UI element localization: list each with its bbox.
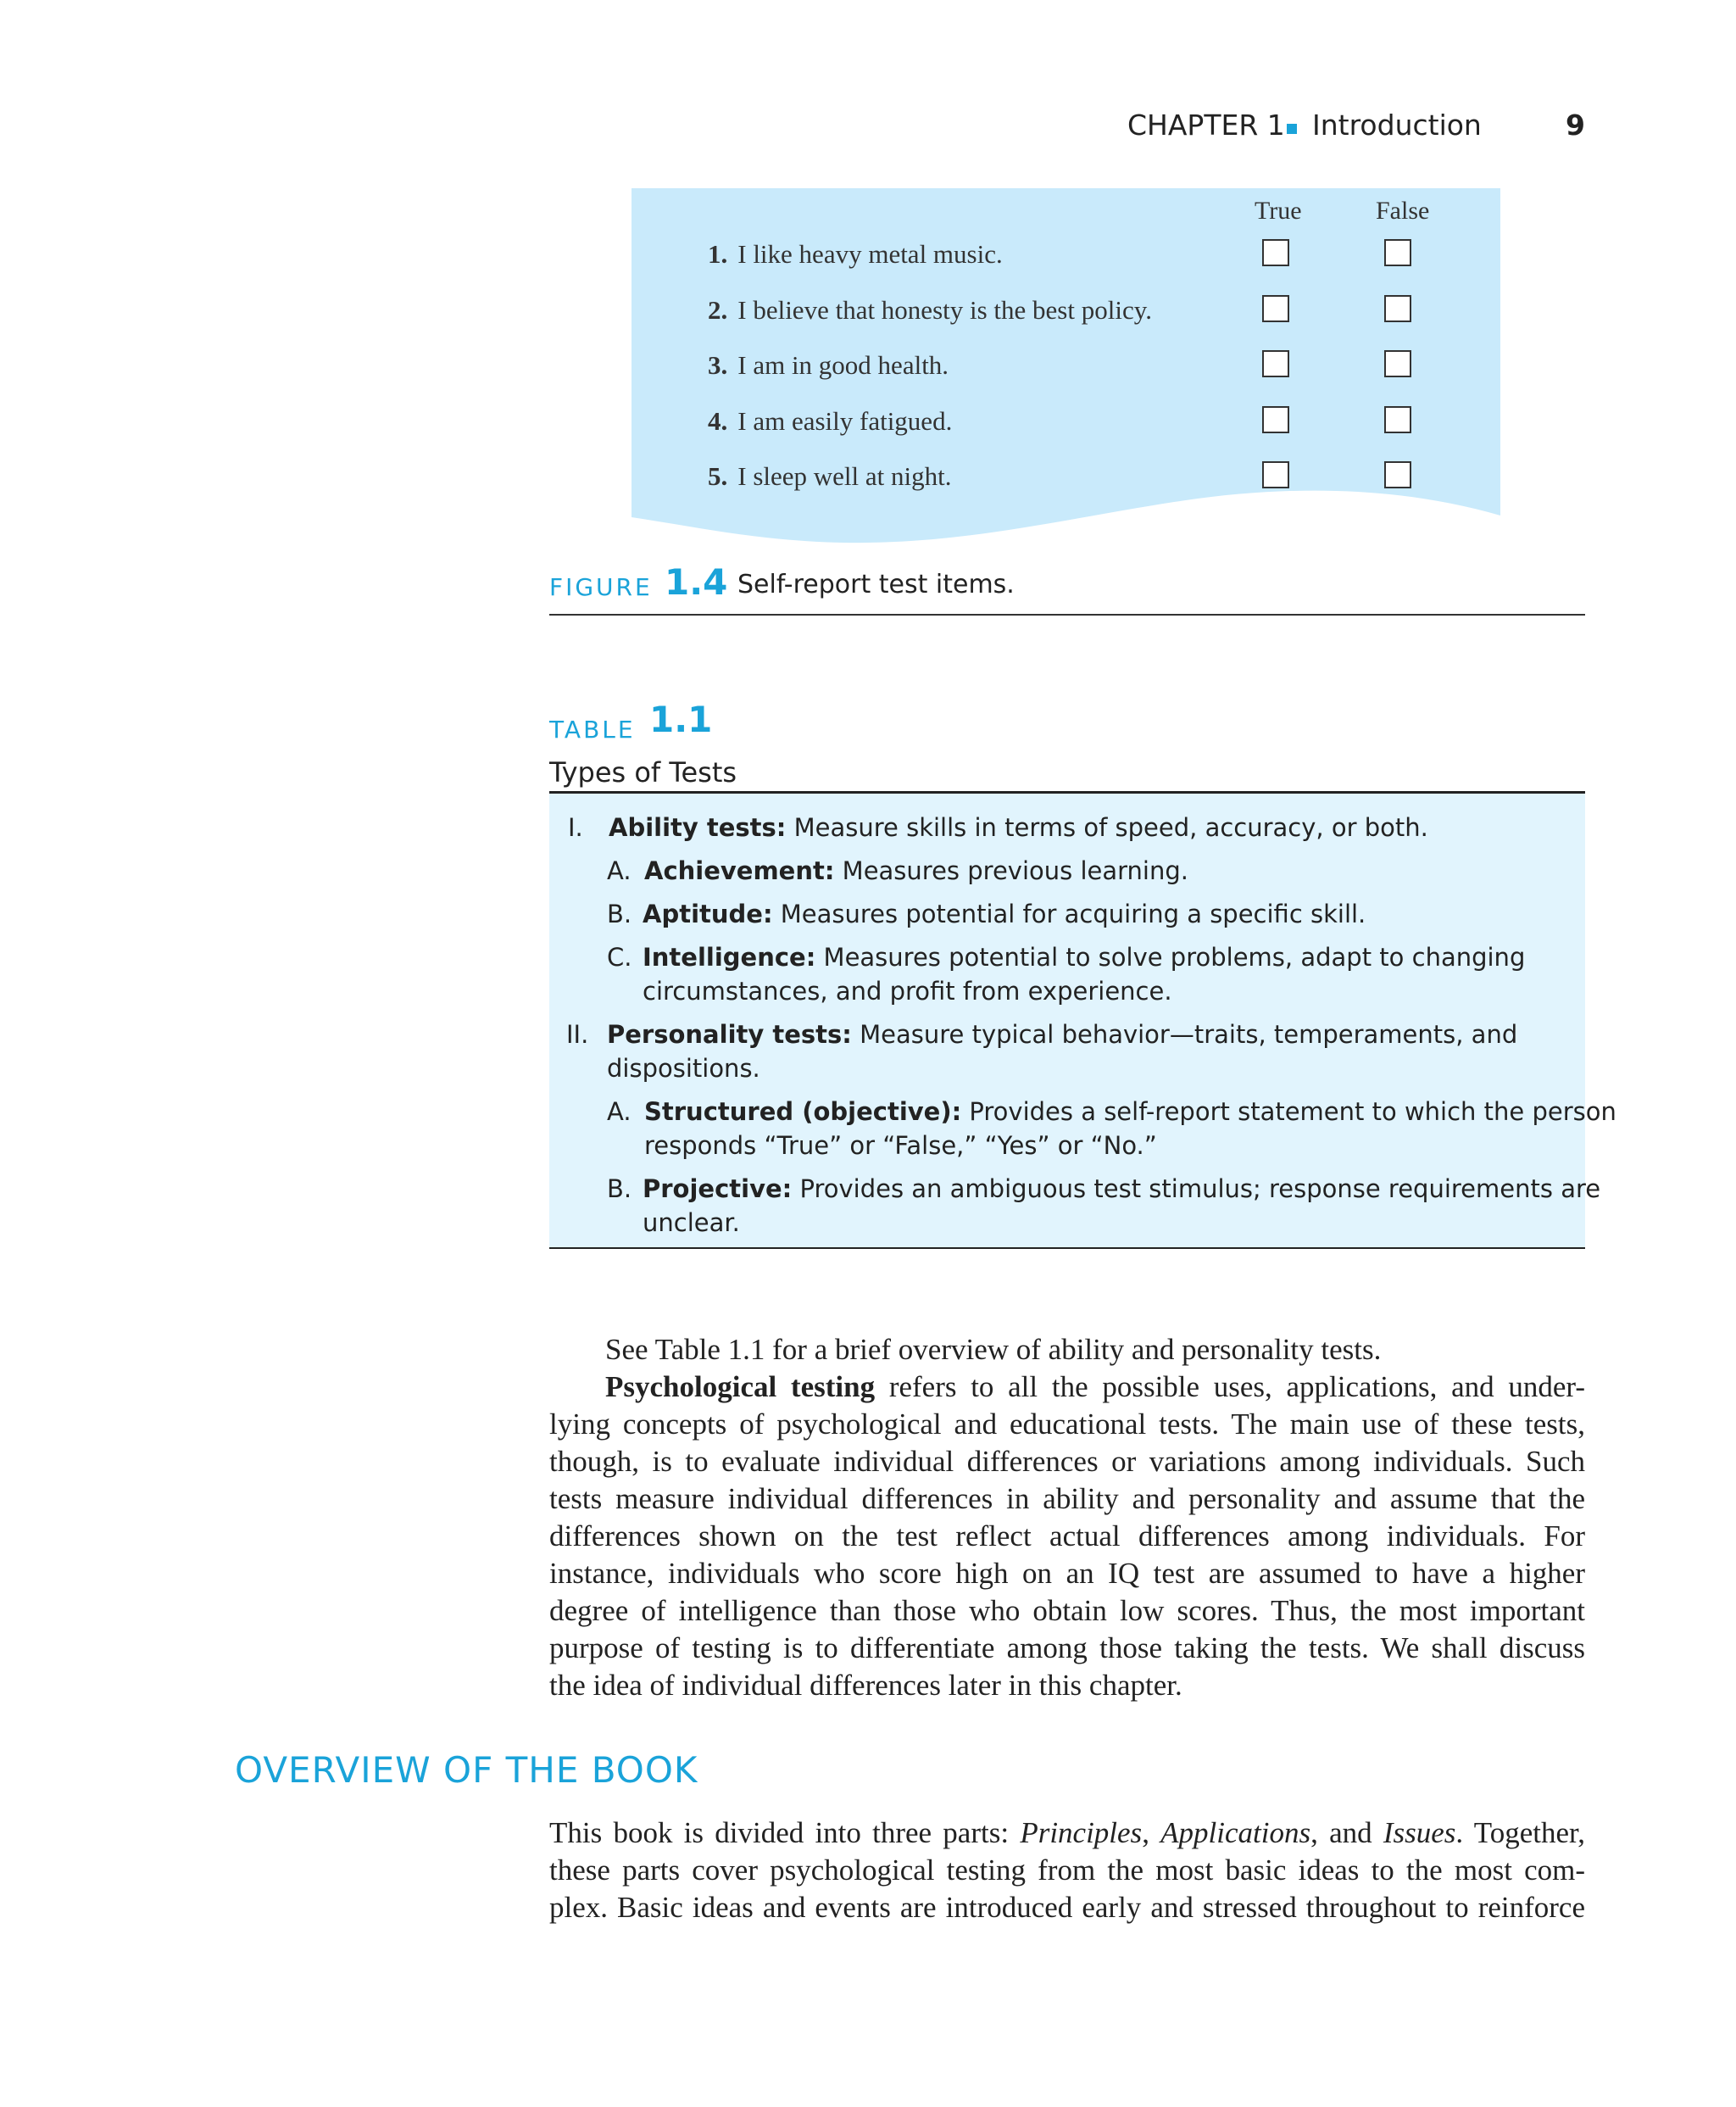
paragraph-line: differences shown on the test reflect actual differences among individuals. For — [549, 1519, 1585, 1552]
item-number: 5. — [708, 461, 728, 491]
row-term: Structured (objective): — [644, 1097, 962, 1126]
paragraph-line: these parts cover psychological testing from the most basic ideas to the most com- — [549, 1853, 1585, 1887]
item-text: I am easily fatigued. — [737, 406, 953, 436]
row-text: Measure skills in terms of speed, accuracy, or both. — [793, 813, 1428, 842]
row-marker: A. — [607, 856, 632, 885]
row-term: Personality tests: — [607, 1020, 852, 1049]
row-text: Provides an ambiguous test stimulus; response requirements are — [799, 1174, 1601, 1203]
column-header-false: False — [1376, 197, 1430, 225]
item-text: I like heavy metal music. — [737, 239, 1003, 269]
checkbox-true[interactable] — [1262, 239, 1289, 266]
figure-caption-number: 1.4 — [665, 561, 728, 603]
figure-item-row — [708, 461, 1454, 504]
row-term: Ability tests: — [609, 813, 787, 842]
checkbox-true[interactable] — [1262, 350, 1289, 377]
row-marker: II. — [566, 1020, 589, 1049]
row-text: dispositions. — [607, 1054, 760, 1083]
square-bullet-icon — [1287, 124, 1297, 134]
paragraph-line: See Table 1.1 for a brief overview of ability and personality tests. — [605, 1333, 1382, 1366]
page-number: 9 — [1566, 109, 1585, 142]
paragraph-text: , and — [1310, 1816, 1372, 1849]
paragraph-line: though, is to evaluate individual differences or variations among individuals. Such — [549, 1445, 1585, 1478]
paragraph-line: lying concepts of psychological and educational tests. The main use of these tests, — [549, 1407, 1585, 1441]
checkbox-true[interactable] — [1262, 406, 1289, 433]
table-number: 1.1 — [649, 699, 713, 740]
row-text: Measure typical behavior—traits, temperaments, and — [860, 1020, 1518, 1049]
table-title: Types of Tests — [549, 756, 737, 789]
checkbox-false[interactable] — [1384, 406, 1411, 433]
paragraph-line: plex. Basic ideas and events are introduced early and stressed throughout to reinforce — [549, 1891, 1585, 1924]
row-term: Intelligence: — [643, 943, 816, 972]
row-marker: C. — [607, 943, 632, 972]
checkbox-false[interactable] — [1384, 295, 1411, 322]
row-marker: A. — [607, 1097, 632, 1126]
item-text: I am in good health. — [737, 350, 949, 380]
paragraph-line: degree of intelligence than those who obtain low scores. Thus, the most important — [549, 1594, 1585, 1627]
paragraph-line: the idea of individual differences later in this chapter. — [549, 1669, 1182, 1702]
paragraph-text: This book is divided into three parts: — [549, 1816, 1010, 1849]
paragraph-line: tests measure individual differences in ability and personality and assume that the — [549, 1482, 1585, 1515]
italic-term: Applications — [1160, 1816, 1311, 1849]
paragraph-text: . Together, — [1455, 1816, 1585, 1849]
figure-self-report-items — [632, 188, 1500, 544]
paragraph-line: purpose of testing is to differentiate among those taking the tests. We shall discuss — [549, 1631, 1585, 1664]
item-number: 4. — [708, 406, 728, 436]
row-term: Aptitude: — [643, 900, 773, 928]
checkbox-true[interactable] — [1262, 295, 1289, 322]
row-term: Projective: — [643, 1174, 793, 1203]
body-paragraph — [549, 1368, 1585, 1704]
row-marker: B. — [607, 1174, 632, 1203]
checkbox-false[interactable] — [1384, 461, 1411, 488]
chapter-title: Introduction — [1312, 109, 1482, 142]
figure-item-row — [708, 350, 1454, 393]
row-term: Achievement: — [644, 856, 835, 885]
row-text: Measures previous learning. — [842, 856, 1188, 885]
figure-caption-text: Self-report test items. — [737, 570, 1015, 599]
body-paragraph — [549, 1814, 1585, 1926]
checkbox-false[interactable] — [1384, 239, 1411, 266]
table-label: TABLE — [549, 716, 636, 744]
item-text: I believe that honesty is the best policy. — [737, 295, 1152, 325]
row-text: Measures potential to solve problems, adapt to changing — [823, 943, 1526, 972]
figure-item-row — [708, 239, 1454, 281]
figure-item-row — [708, 295, 1454, 337]
paragraph-text: refers to all the possible uses, applications, and under- — [888, 1370, 1586, 1403]
checkbox-true[interactable] — [1262, 461, 1289, 488]
paragraph-text: , — [1142, 1816, 1149, 1849]
item-number: 1. — [708, 239, 728, 269]
row-text: Provides a self-report statement to which the person — [969, 1097, 1616, 1126]
figure-item-row — [708, 406, 1454, 449]
checkbox-false[interactable] — [1384, 350, 1411, 377]
row-text: Measures potential for acquiring a specific skill. — [780, 900, 1366, 928]
key-term: Psychological testing — [605, 1370, 876, 1403]
types-of-tests-table — [549, 791, 1616, 1249]
item-number: 3. — [708, 350, 728, 380]
row-text: responds “True” or “False,” “Yes” or “No.” — [644, 1131, 1157, 1160]
section-heading: OVERVIEW OF THE BOOK — [235, 1749, 698, 1791]
paragraph-line — [549, 1368, 1585, 1406]
figure-caption — [549, 560, 1585, 616]
item-number: 2. — [708, 295, 728, 325]
column-header-true: True — [1255, 197, 1302, 225]
running-header — [1127, 109, 1585, 151]
row-marker: I. — [568, 813, 583, 842]
item-text: I sleep well at night. — [737, 461, 952, 491]
row-marker: B. — [607, 900, 632, 928]
row-text: circumstances, and profit from experience. — [643, 977, 1172, 1006]
chapter-label: CHAPTER 1 — [1127, 109, 1285, 142]
italic-term: Issues — [1383, 1816, 1456, 1849]
paragraph-line: instance, individuals who score high on an IQ test are assumed to have a higher — [549, 1557, 1585, 1590]
row-text: unclear. — [643, 1208, 740, 1237]
italic-term: Principles — [1020, 1816, 1143, 1849]
figure-caption-label: FIGURE — [549, 573, 653, 601]
paragraph-line — [549, 1814, 1585, 1852]
body-paragraph — [549, 1331, 1585, 1368]
